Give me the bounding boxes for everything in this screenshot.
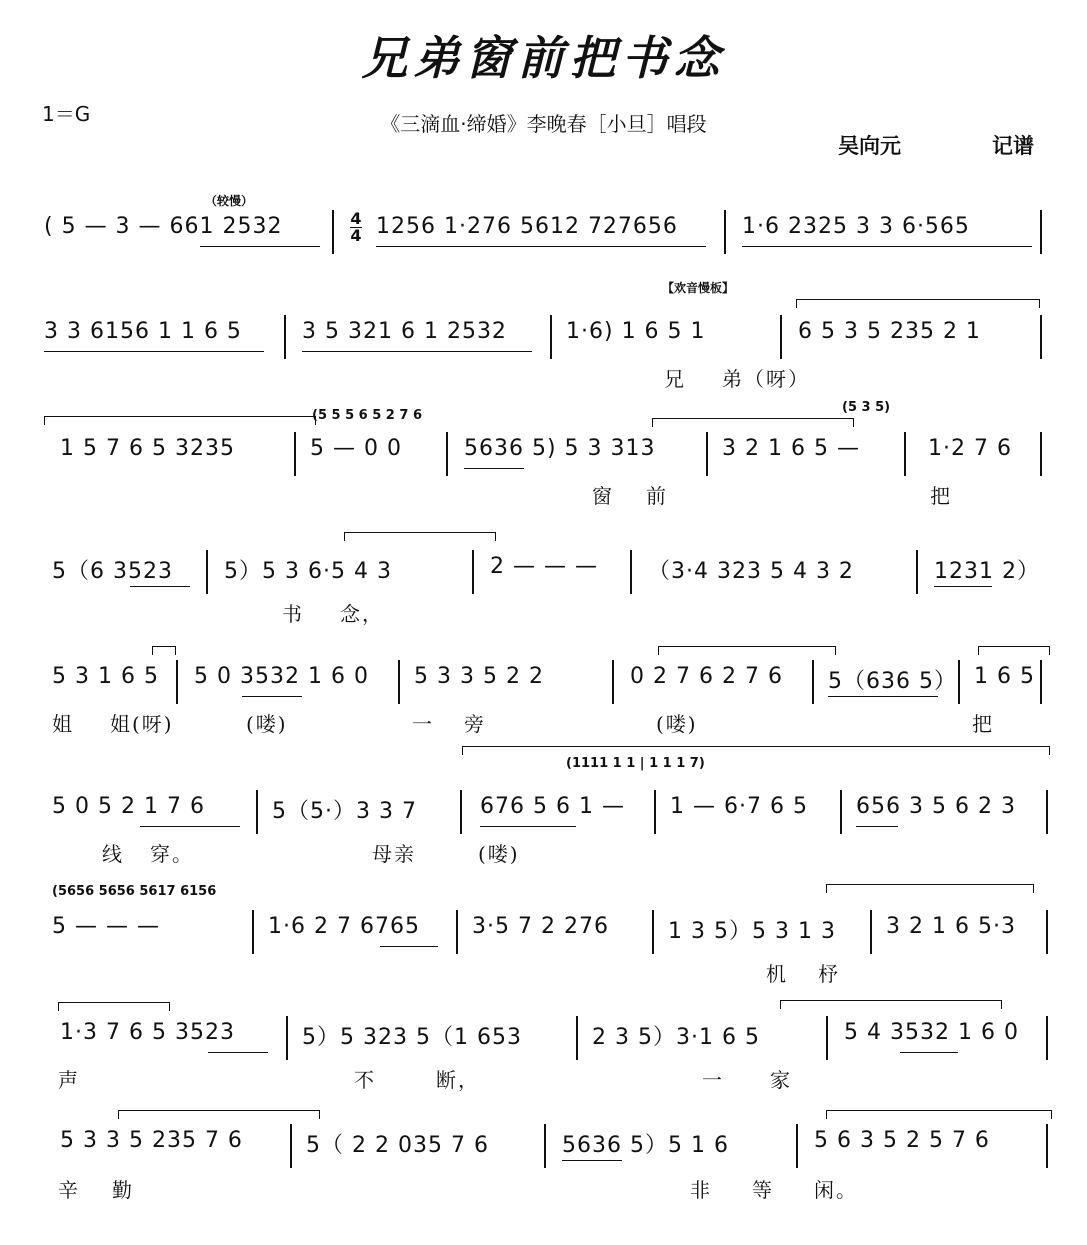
note-group: 5 4 3532 1 6 0 <box>844 1020 1019 1045</box>
score-row-5 <box>0 660 1087 780</box>
underline <box>242 696 302 697</box>
slur <box>978 646 1050 655</box>
barline <box>1040 660 1042 704</box>
barline <box>870 910 872 954</box>
note-group: 5 0 5 2 1 7 6 <box>52 794 205 819</box>
lyric: 前 <box>646 484 668 508</box>
note-group: 5636 5）5 1 6 <box>562 1133 729 1158</box>
underline <box>380 946 438 947</box>
barline <box>630 550 632 594</box>
lyric: 兄 <box>664 367 686 391</box>
underline <box>208 1052 268 1053</box>
tempo-mark: 【欢音慢板】 <box>662 281 735 295</box>
note-group: （3·4 323 5 4 3 2 <box>648 559 854 584</box>
barline <box>286 1016 288 1060</box>
barline <box>958 660 960 704</box>
lyric: 旁 <box>464 712 486 736</box>
note-group: 1 3 5）5 3 1 3 <box>668 919 836 944</box>
note-group: 1231 2） <box>934 559 1040 584</box>
lyric: 断， <box>436 1068 480 1092</box>
lyric: 辛 <box>58 1178 80 1202</box>
lyric: 机 <box>766 962 788 986</box>
underline <box>302 351 532 352</box>
score-row-9 <box>0 1124 1087 1244</box>
small-notes: (5 5 5 6 5 2 7 6 <box>312 408 422 423</box>
underline <box>140 826 240 827</box>
lyric: 闲。 <box>814 1178 858 1202</box>
underline <box>464 468 524 469</box>
underline <box>828 696 938 697</box>
note-group: 3 3 6156 1 1 6 5 <box>44 319 242 344</box>
barline <box>916 550 918 594</box>
note-group: 1·6 2 7 6765 <box>268 914 420 939</box>
barline <box>826 1016 828 1060</box>
composer-role: 记谱 <box>992 134 1034 158</box>
note-group: 5 3 3 5 235 7 6 <box>60 1128 243 1153</box>
barline <box>1046 790 1048 834</box>
slur <box>826 884 1034 893</box>
lyric: 线 <box>102 842 124 866</box>
score-row-7 <box>0 884 1087 1030</box>
note-group: 1 — 6·7 6 5 <box>670 794 808 819</box>
barline <box>460 790 462 834</box>
lyric: 声 <box>58 1068 80 1092</box>
lyric: 不 <box>354 1068 376 1092</box>
note-group: 3 2 1 6 5 — <box>722 436 860 461</box>
note-group: 5 0 3532 1 6 0 <box>194 664 369 689</box>
lyric: 勤 <box>112 1178 134 1202</box>
note-group: 3 2 1 6 5·3 <box>886 914 1016 939</box>
slur <box>826 1110 1052 1119</box>
small-notes: (5 3 5) <box>842 400 891 415</box>
note-group: 3·5 7 2 276 <box>472 914 609 939</box>
slur <box>44 416 316 425</box>
note-group: 5（5·）3 3 7 <box>272 799 417 824</box>
note-group: 5 3 1 6 5 <box>52 664 159 689</box>
page-title: 兄弟窗前把书念 <box>361 31 726 85</box>
lyric: 念， <box>340 602 384 626</box>
slur <box>152 646 176 655</box>
lyric: 穿。 <box>150 842 194 866</box>
lyric: 姐 <box>52 712 74 736</box>
lyric: 一 <box>412 712 434 736</box>
note-group: ( 5 — 3 — 661 2532 <box>44 214 283 239</box>
barline <box>1046 910 1048 954</box>
barline <box>472 550 474 594</box>
barline <box>1040 210 1042 254</box>
barline <box>706 432 708 476</box>
note-group: 5（6 3523 <box>52 559 173 584</box>
barline <box>290 1124 292 1168</box>
note-group: 5 — 0 0 <box>310 436 402 461</box>
lyric: 等 <box>752 1178 774 1202</box>
note-group: 676 5 6 1 — <box>480 794 625 819</box>
note-group: 5）5 3 6·5 4 3 <box>224 559 392 584</box>
lyric: 非 <box>690 1178 712 1202</box>
note-group: 2 3 5）3·1 6 5 <box>592 1025 760 1050</box>
note-group: 656 3 5 6 2 3 <box>856 794 1016 819</box>
note-group: 1 5 7 6 5 3235 <box>60 436 235 461</box>
underline <box>480 826 576 827</box>
underline <box>856 826 898 827</box>
barline <box>576 1016 578 1060</box>
note-group: 5（636 5） <box>828 669 957 694</box>
slur <box>344 532 496 541</box>
lyric: 窗 <box>592 484 614 508</box>
lyric: (喽) <box>478 842 520 866</box>
composer: 吴向元 <box>838 134 901 158</box>
underline <box>562 1160 622 1161</box>
barline <box>812 660 814 704</box>
note-group: 1·2 7 6 <box>928 436 1012 461</box>
note-group: 3 5 321 6 1 2532 <box>302 319 507 344</box>
score-row-1 <box>0 194 1087 330</box>
lyric: 家 <box>770 1068 792 1092</box>
underline <box>742 246 1032 247</box>
small-notes: (5656 5656 5617 6156 <box>52 884 217 899</box>
slur <box>658 646 836 655</box>
note-group: 1 6 5 <box>974 664 1035 689</box>
note-group: 1256 1·276 5612 727656 <box>376 214 678 239</box>
barline <box>294 432 296 476</box>
lyric: (喽) <box>656 712 698 736</box>
timesig-numerator: 4 <box>350 209 362 228</box>
note-group: 5（ 2 2 035 7 6 <box>306 1133 489 1158</box>
barline <box>398 660 400 704</box>
small-notes: (1111 1 1 | 1 1 1 7) <box>566 756 705 771</box>
barline <box>1040 315 1042 359</box>
underline <box>900 1052 958 1053</box>
lyric: 姐(呀) <box>110 712 174 736</box>
barline <box>284 315 286 359</box>
lyric: (喽) <box>246 712 288 736</box>
barline <box>904 432 906 476</box>
barline <box>652 910 654 954</box>
note-group: 1·6) 1 6 5 1 <box>566 319 706 344</box>
barline <box>446 432 448 476</box>
barline <box>654 790 656 834</box>
note-group: 5 — — — <box>52 914 160 939</box>
note-group: 1·3 7 6 5 3523 <box>60 1020 235 1045</box>
note-group: 0 2 7 6 2 7 6 <box>630 664 783 689</box>
barline <box>544 1124 546 1168</box>
barline <box>456 910 458 954</box>
barline <box>176 660 178 704</box>
underline <box>44 351 264 352</box>
barline <box>724 210 726 254</box>
lyric: 把 <box>930 484 952 508</box>
slur <box>780 1000 1002 1009</box>
barline <box>612 660 614 704</box>
slur <box>462 746 1050 755</box>
time-signature <box>350 209 362 245</box>
note-group: 2 — — — <box>490 554 598 579</box>
note-group: 1·6 2325 3 3 6·565 <box>742 214 970 239</box>
barline <box>780 315 782 359</box>
lyric: 一 <box>702 1068 724 1092</box>
underline <box>934 586 992 587</box>
barline <box>332 210 334 254</box>
barline <box>1040 432 1042 476</box>
slur <box>58 1002 170 1011</box>
subtitle: 《三滴血·缔婚》李晚春［小旦］唱段 <box>380 112 707 136</box>
note-group: 5 3 3 5 2 2 <box>414 664 544 689</box>
barline <box>550 315 552 359</box>
barline <box>252 910 254 954</box>
lyric: 母亲 <box>372 842 416 866</box>
lyric: 弟（呀） <box>722 367 810 391</box>
tempo-mark: （较慢） <box>205 194 254 208</box>
note-group: 5 6 3 5 2 5 7 6 <box>814 1128 990 1153</box>
underline <box>200 246 320 247</box>
barline <box>1046 1124 1048 1168</box>
slur <box>652 418 854 427</box>
score-row-3 <box>0 400 1087 552</box>
timesig-denominator: 4 <box>350 226 362 245</box>
slur <box>796 299 1040 308</box>
lyric: 把 <box>972 712 994 736</box>
note-group: 5）5 323 5（1 653 <box>302 1025 522 1050</box>
underline <box>130 586 190 587</box>
lyric: 书 <box>282 602 304 626</box>
key-signature: 1＝G <box>42 102 91 126</box>
slur <box>118 1110 320 1119</box>
barline <box>1046 1016 1048 1060</box>
barline <box>840 790 842 834</box>
lyric: 杼 <box>818 962 840 986</box>
underline <box>376 246 706 247</box>
barline <box>206 550 208 594</box>
note-group: 6 5 3 5 235 2 1 <box>798 319 981 344</box>
barline <box>796 1124 798 1168</box>
barline <box>256 790 258 834</box>
note-group: 5636 5) 5 3 313 <box>464 436 656 461</box>
